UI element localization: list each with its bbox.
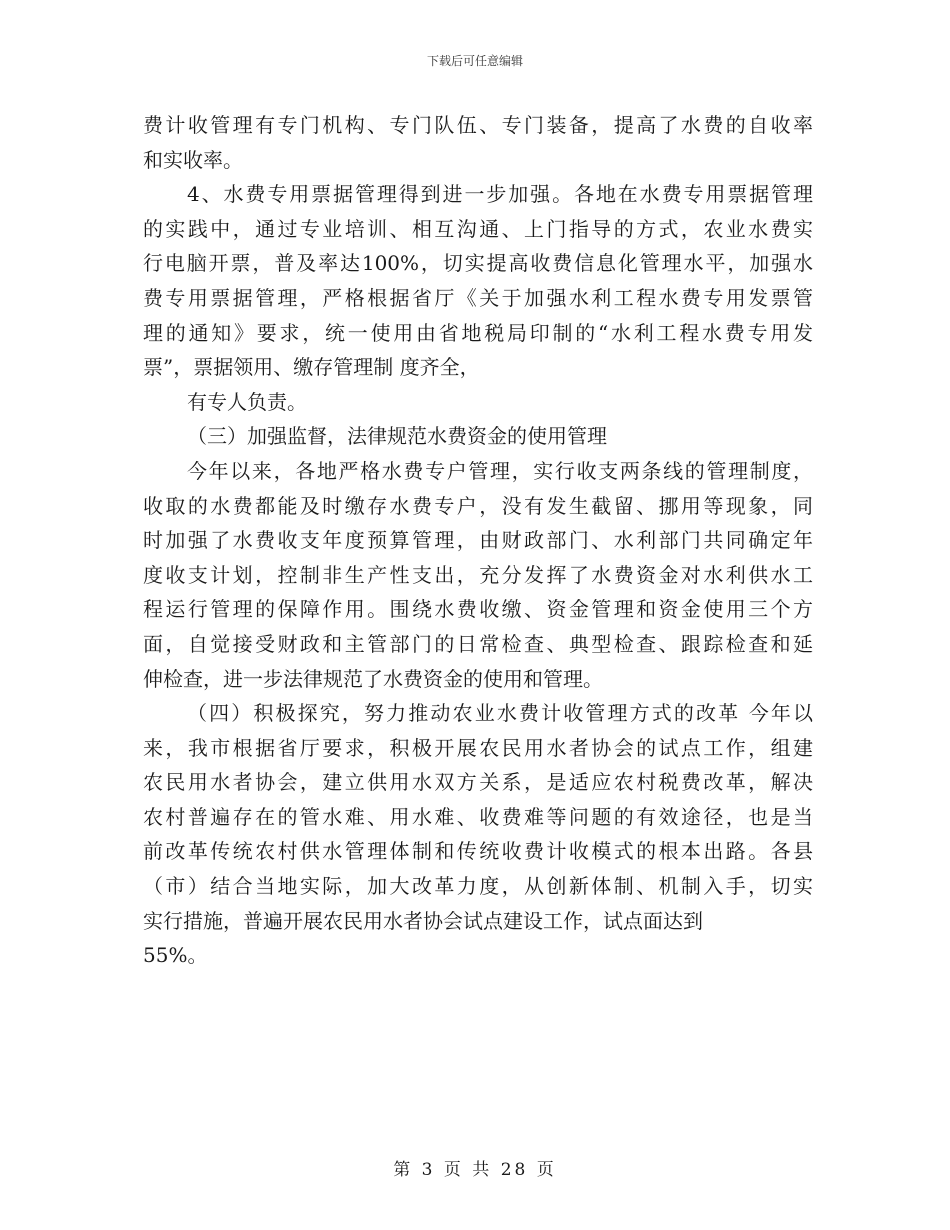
body-line: 票”，票据领用、缴存管理制 度齐全， (143, 355, 480, 380)
body-line: 农民用水者协会，建立供用水双方关系，是适应农村税费改革，解决 (143, 770, 813, 795)
body-line: 费专用票据管理，严格根据省厅《关于加强水利工程水费专用发票管 (143, 285, 813, 310)
body-line: 面，自觉接受财政和主管部门的日常检查、典型检查、跟踪检查和延 (143, 631, 813, 656)
body-line: 今年以来，各地严格水费专户管理，实行收支两条线的管理制度， (187, 458, 813, 483)
body-line: 理的通知》要求，统一使用由省地税局印制的“水利工程水费专用发 (143, 320, 813, 345)
body-line: 费计收管理有专门机构、专门队伍、专门装备，提高了水费的自收率 (143, 113, 813, 137)
section-heading: （四）积极探究，努力推动农业水费计收管理方式的改革 今年以 (187, 701, 813, 726)
body-line: （市）结合当地实际，加大改革力度，从创新体制、机制入手，切实 (143, 874, 813, 899)
page-header: 下载后可任意编辑 (426, 54, 523, 68)
section-heading: （三）加强监督，法律规范水费资金的使用管理 (187, 424, 607, 449)
body-line: 行电脑开票，普及率达100%，切实提高收费信息化管理水平，加强水 (143, 251, 813, 276)
body-line: 4、水费专用票据管理得到进一步加强。各地在水费专用票据管理 (187, 182, 813, 207)
body-line: 程运行管理的保障作用。围绕水费收缴、资金管理和资金使用三个方 (143, 597, 813, 622)
body-line: 的实践中，通过专业培训、相互沟通、上门指导的方式，农业水费实 (143, 216, 813, 241)
body-line: 时加强了水费收支年度预算管理，由财政部门、水利部门共同确定年 (143, 528, 813, 553)
body-line: 度收支计划，控制非生产性支出，充分发挥了水费资金对水利供水工 (143, 562, 813, 587)
body-line: 55%。 (143, 943, 208, 968)
body-line: 伸检查，进一步法律规范了水费资金的使用和管理。 (143, 666, 603, 691)
body-line: 收取的水费都能及时缴存水费专户，没有发生截留、挪用等现象，同 (143, 493, 813, 518)
body-line: 来，我市根据省厅要求，积极开展农民用水者协会的试点工作，组建 (143, 735, 813, 760)
body-line: 前改革传统农村供水管理体制和传统收费计收模式的根本出路。各县 (143, 839, 813, 864)
body-line: 农村普遍存在的管水难、用水难、收费难等问题的有效途径，也是当 (143, 804, 813, 829)
body-line: 和实收率。 (143, 147, 243, 172)
page-footer: 第 3 页 共 28 页 (393, 1160, 557, 1180)
body-line: 有专人负责。 (187, 389, 307, 414)
document-body (143, 108, 813, 973)
body-line: 实行措施，普遍开展农民用水者协会试点建设工作，试点面达到 (143, 908, 703, 933)
